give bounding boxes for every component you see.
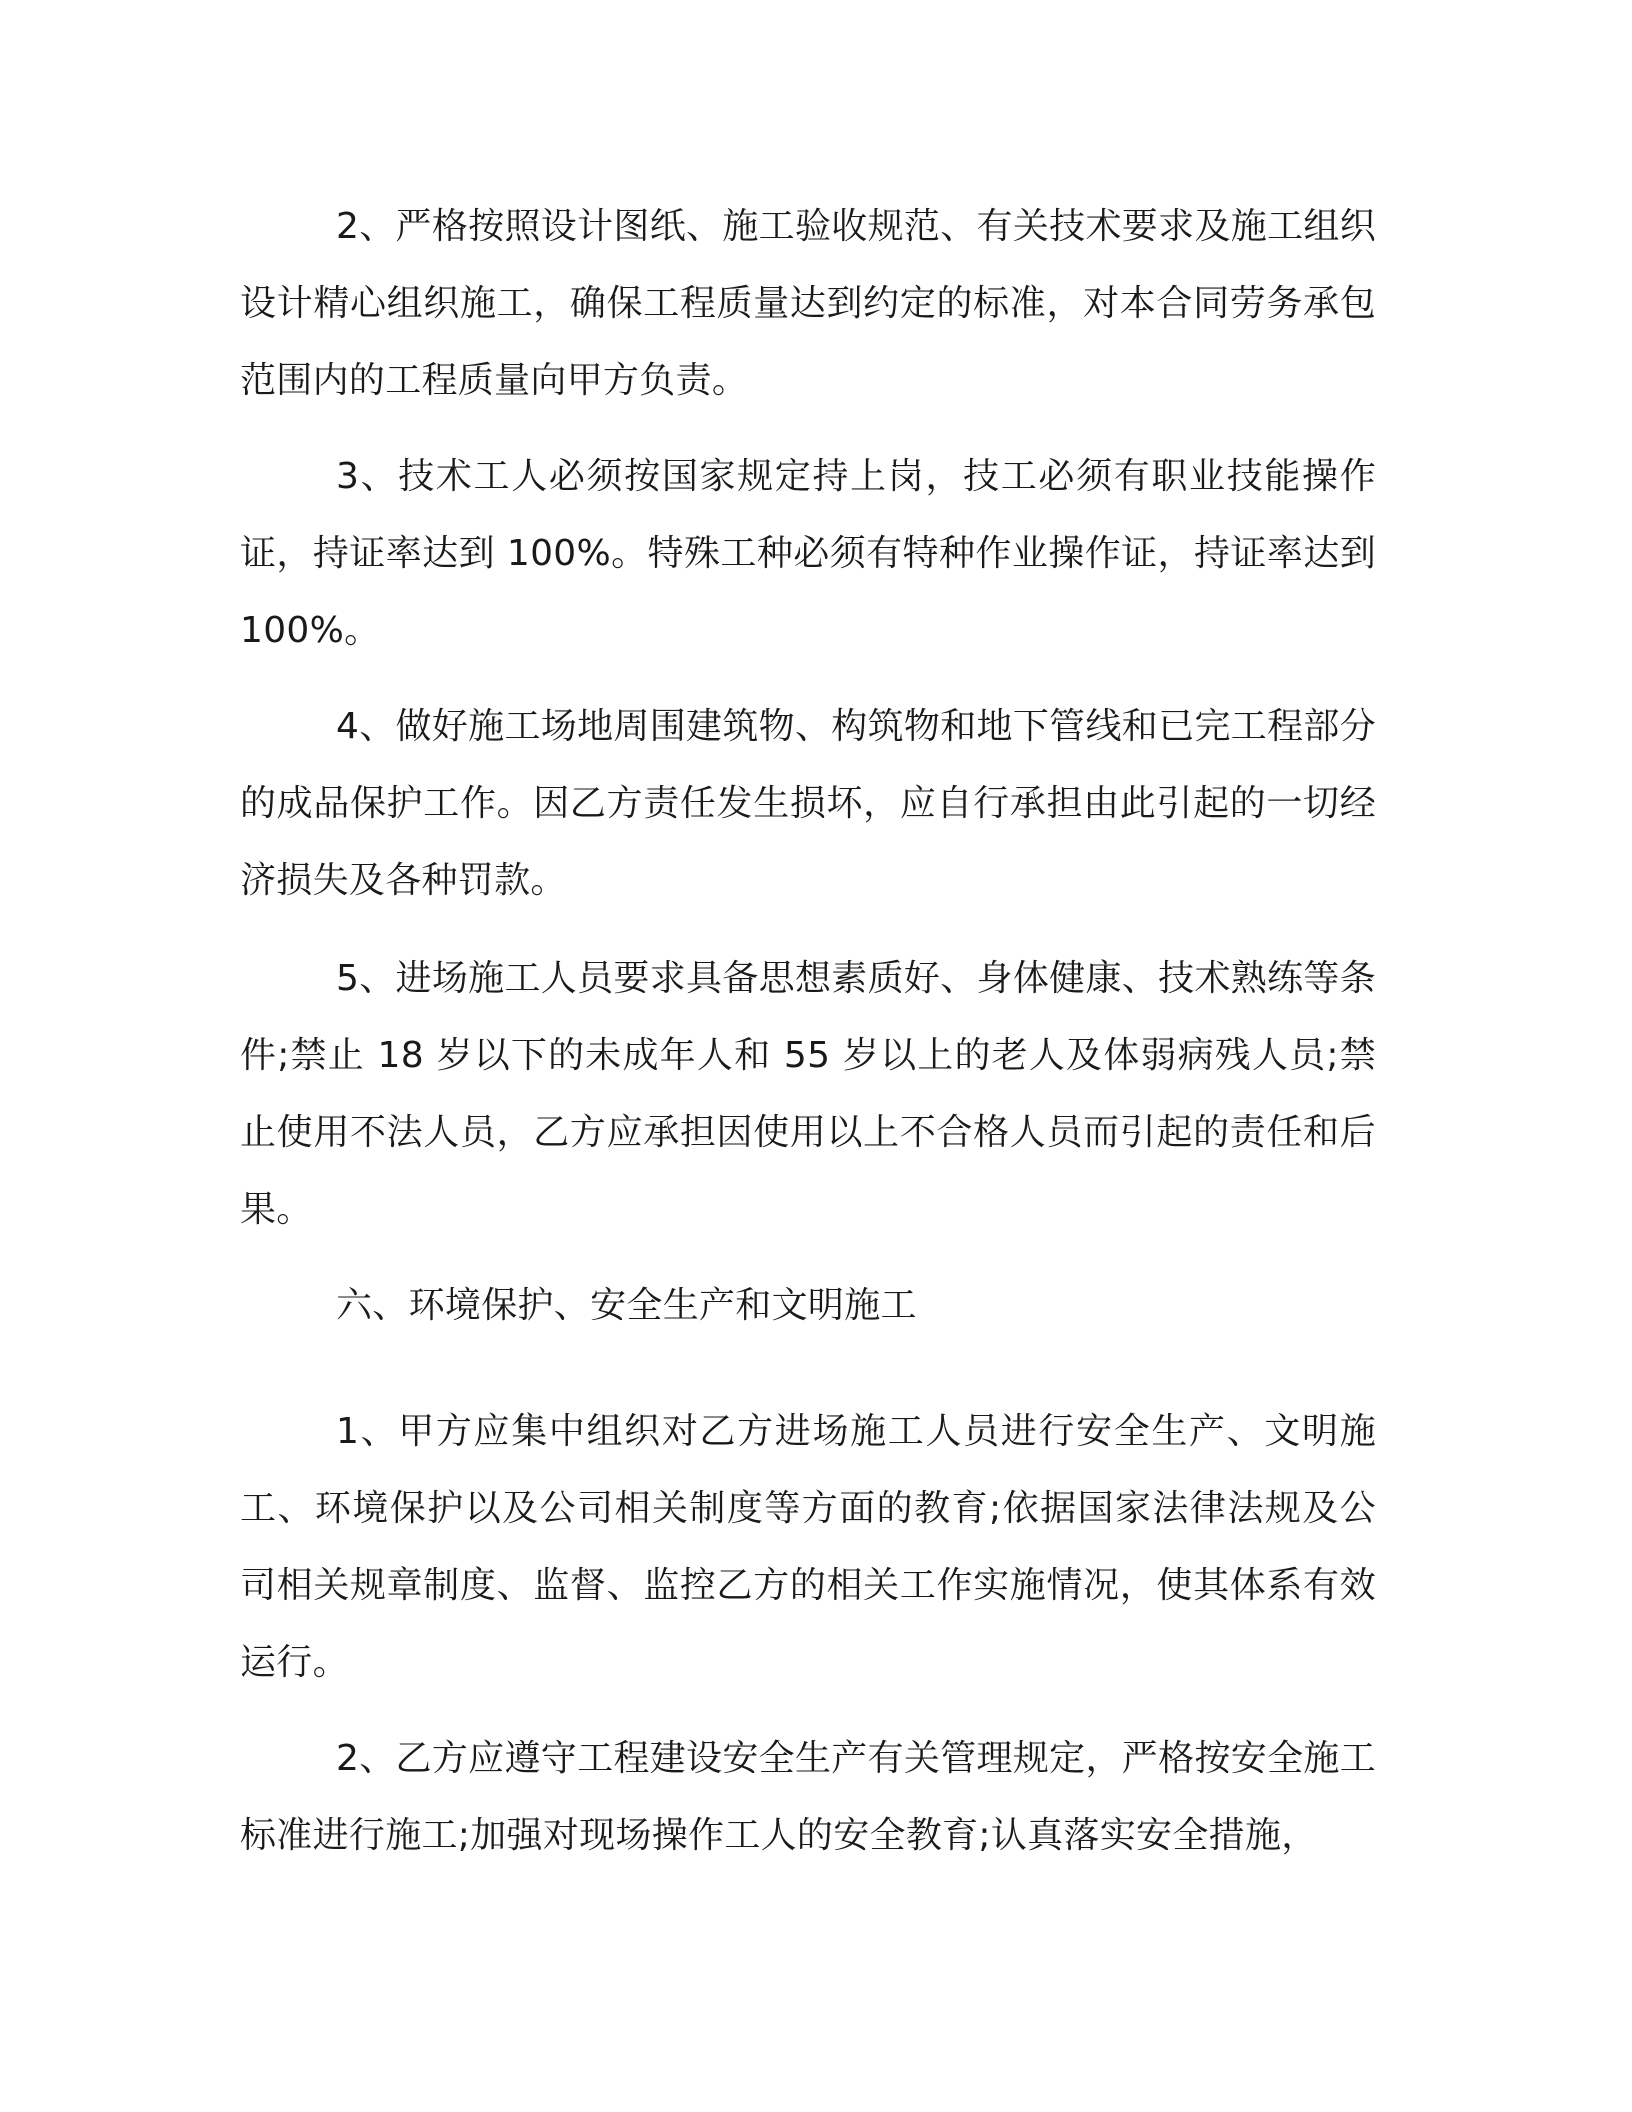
section-heading-6: 六、环境保护、安全生产和文明施工 [336,1285,917,1326]
paragraph-item-2-quality: 2、严格按照设计图纸、施工验收规范、有关技术要求及施工组织设计精心组织施工，确保工程质量达到约定的标准，对本合同劳务承包范围内的工程质量向甲方负责。 [240,206,1376,401]
paragraph-item-4-protection: 4、做好施工场地周围建筑物、构筑物和地下管线和已完工程部分的成品保护工作。因乙方责任发生损坏，应自行承担由此引起的一切经济损失及各种罚款。 [240,706,1376,901]
paragraph-item-3-certification: 3、技术工人必须按国家规定持上岗，技工必须有职业技能操作证，持证率达到 100%。特殊工种必须有特种作业操作证，持证率达到 100%。 [240,456,1376,651]
paragraph-item-5-personnel: 5、进场施工人员要求具备思想素质好、身体健康、技术熟练等条件;禁止 18 岁以下的未成年人和 55 岁以上的老人及体弱病残人员;禁止使用不法人员，乙方应承担因使用以上不合格人员而引起的责任和后果。 [240,958,1376,1230]
paragraph-section6-item-1: 1、甲方应集中组织对乙方进场施工人员进行安全生产、文明施工、环境保护以及公司相关制度等方面的教育;依据国家法律法规及公司相关规章制度、监督、监控乙方的相关工作实施情况，使其体系有效运行。 [240,1411,1376,1683]
paragraph-section6-item-2: 2、乙方应遵守工程建设安全生产有关管理规定，严格按安全施工标准进行施工;加强对现场操作工人的安全教育;认真落实安全措施， [240,1738,1376,1856]
